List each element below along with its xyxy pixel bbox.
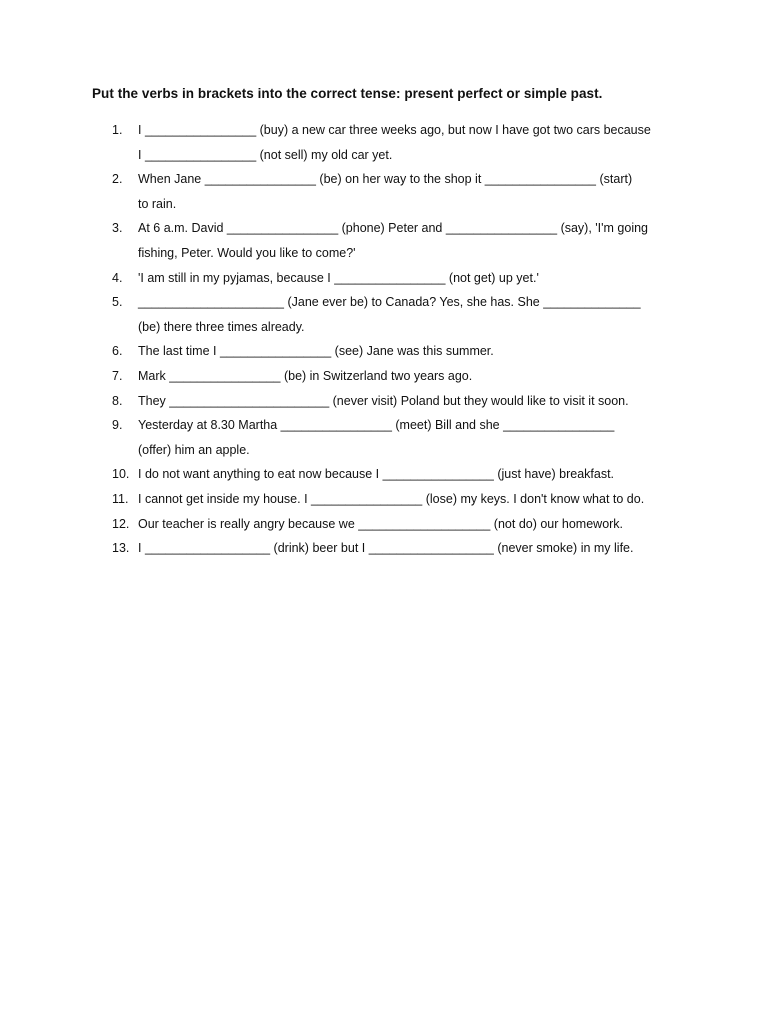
exercise-text-line: to rain.	[138, 196, 177, 211]
exercise-item	[0, 364, 768, 389]
exercise-item	[0, 266, 768, 291]
exercise-text-line: I cannot get inside my house. I ________________ (lose) my keys. I don't know what to do.	[138, 491, 645, 506]
exercise-text-line: At 6 a.m. David ________________ (phone) Peter and ________________ (say), 'I'm going	[138, 221, 649, 236]
exercise-text-line: (be) there three times already.	[138, 319, 305, 334]
exercise-list	[0, 118, 768, 561]
exercise-item	[0, 290, 768, 339]
exercise-number: 1.	[112, 123, 123, 137]
exercise-number: 8.	[112, 393, 123, 408]
exercise-item	[0, 339, 768, 364]
exercise-number: 6.	[112, 344, 123, 359]
exercise-text-line: I do not want anything to eat now because I ________________ (just have) breakfast.	[138, 467, 615, 482]
exercise-text-line: _____________________ (Jane ever be) to Canada? Yes, she has. She ______________	[138, 295, 641, 310]
exercise-number: 11.	[112, 491, 129, 506]
exercise-text-line: 'I am still in my pyjamas, because I ________________ (not get) up yet.'	[138, 270, 539, 285]
exercise-text-line: I ________________ (not sell) my old car yet.	[138, 147, 393, 162]
exercise-number: 7.	[112, 368, 123, 383]
exercise-text-line: fishing, Peter. Would you like to come?'	[138, 245, 356, 260]
worksheet-instruction: Put the verbs in brackets into the correct tense: present perfect or simple past.	[92, 86, 603, 101]
exercise-number: 12.	[112, 516, 130, 531]
exercise-text-line: I ________________ (buy) a new car three weeks ago, but now I have got two cars because	[138, 123, 651, 137]
exercise-text-line: The last time I ________________ (see) Jane was this summer.	[138, 344, 494, 359]
exercise-text-line: They _______________________ (never visit) Poland but they would like to visit it soon.	[138, 393, 629, 408]
exercise-item	[0, 167, 768, 216]
exercise-item	[0, 118, 768, 167]
exercise-text-line: Mark ________________ (be) in Switzerland two years ago.	[138, 368, 473, 383]
exercise-number: 4.	[112, 270, 123, 285]
exercise-text-line: When Jane ________________ (be) on her way to the shop it ________________ (start)	[138, 172, 633, 187]
exercise-number: 10.	[112, 467, 130, 482]
exercise-item	[0, 413, 768, 462]
exercise-text-line: (offer) him an apple.	[138, 442, 250, 457]
exercise-item	[0, 389, 768, 414]
exercise-text-line: Our teacher is really angry because we ___________________ (not do) our homework.	[138, 516, 624, 531]
exercise-item	[0, 487, 768, 512]
exercise-number: 3.	[112, 221, 123, 236]
exercise-number: 13.	[112, 541, 130, 556]
exercise-item	[0, 216, 768, 265]
exercise-item	[0, 462, 768, 487]
exercise-item	[0, 536, 768, 561]
exercise-text-line: Yesterday at 8.30 Martha ________________ (meet) Bill and she ________________	[138, 418, 615, 433]
exercise-text-line: I __________________ (drink) beer but I __________________ (never smoke) in my life.	[138, 541, 634, 556]
exercise-item	[0, 512, 768, 537]
exercise-number: 5.	[112, 295, 123, 310]
exercise-number: 9.	[112, 418, 123, 433]
exercise-number: 2.	[112, 172, 123, 187]
